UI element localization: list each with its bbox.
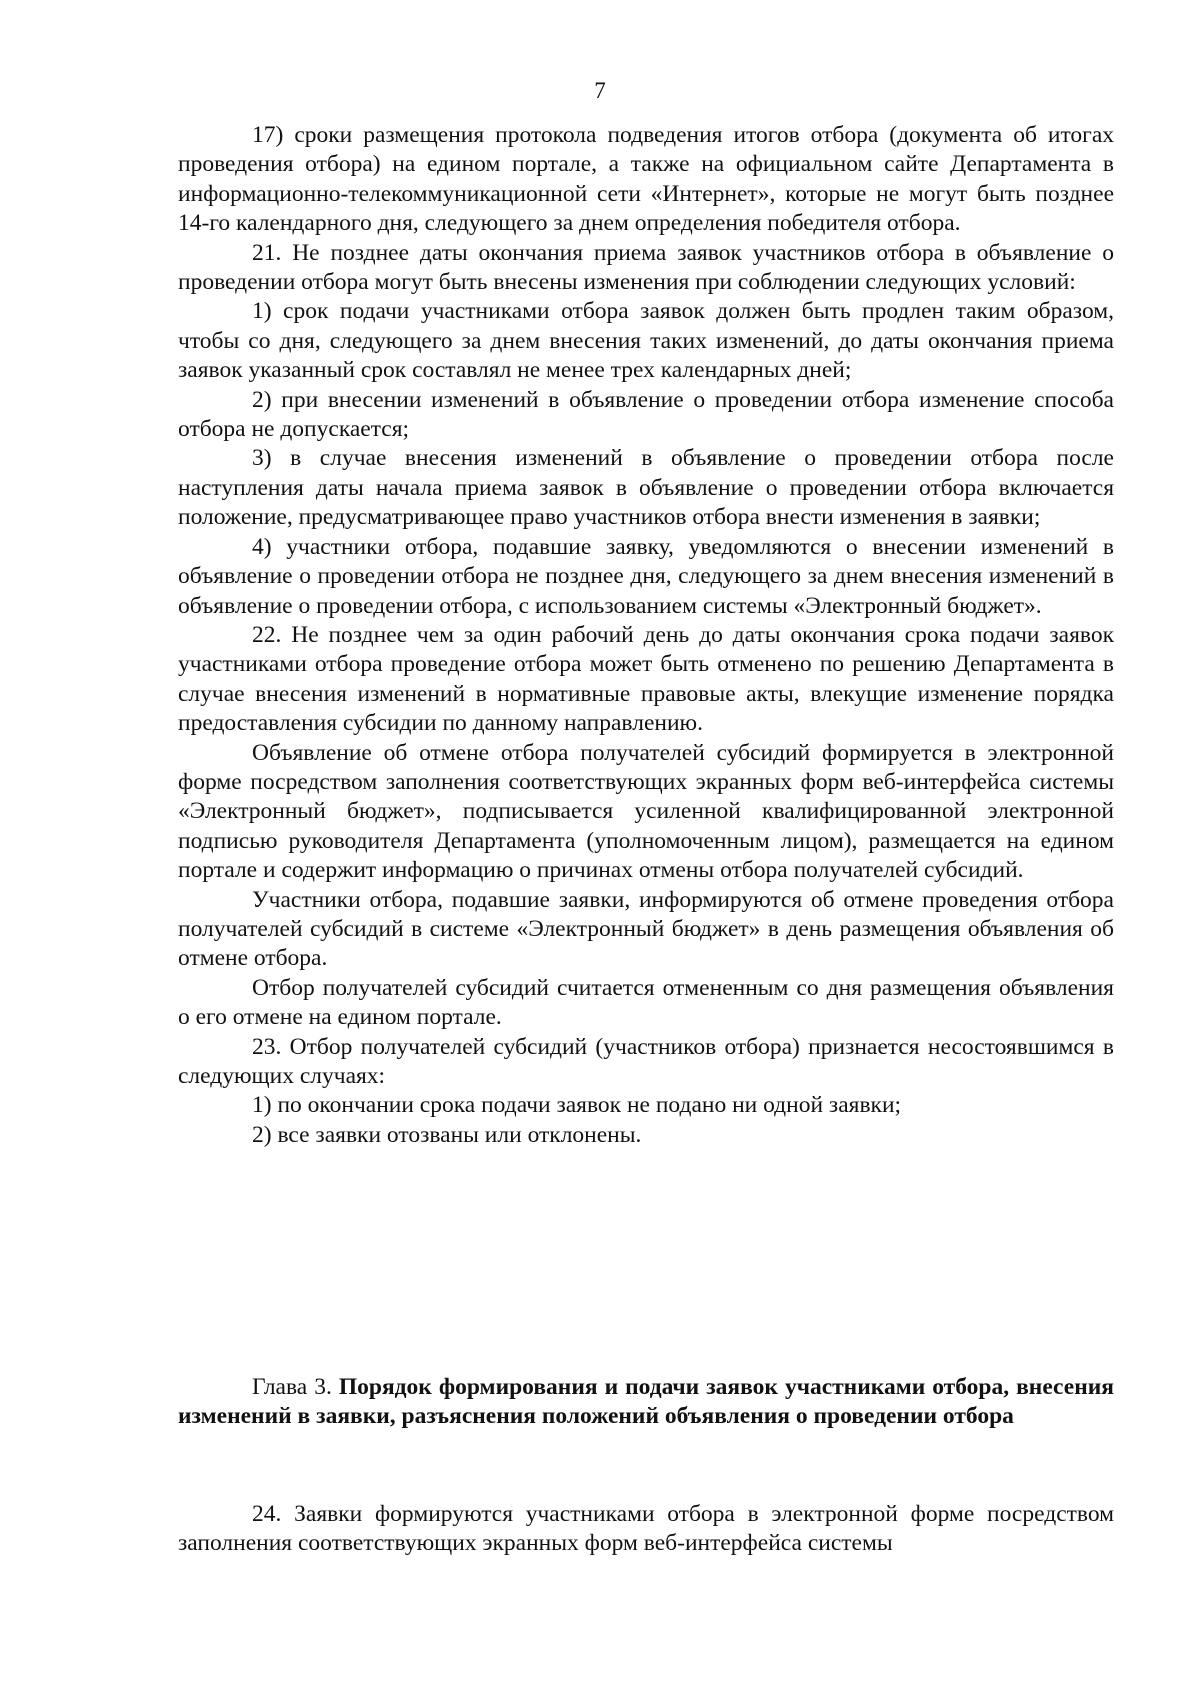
paragraph: 24. Заявки формируются участниками отбора в электронной форме посредством заполнения соответствующих экранных форм веб-интерфейса системы xyxy=(178,1501,1114,1557)
document-tail xyxy=(178,1500,1114,1559)
paragraph: Участники отбора, подавшие заявки, информируются об отмене проведения отбора получателей субсидий в системе «Электронный бюджет» в день размещения объявления об отмене отбора. xyxy=(178,886,1114,972)
paragraph: 1) по окончании срока подачи заявок не подано ни одной заявки; xyxy=(252,1092,902,1119)
chapter-title: Порядок формирования и подачи заявок участниками отбора, внесения изменений в заявки, разъяснения положений объявления о проведении отбора xyxy=(178,1374,1115,1430)
paragraph: 1) срок подачи участниками отбора заявок должен быть продлен таким образом, чтобы со дня, следующего за днем внесения таких изменений, до даты окончания приема заявок указанный срок составлял не менее трех календарных дней; xyxy=(178,298,1114,384)
paragraph: 21. Не позднее даты окончания приема заявок участников отбора в объявление о проведении отбора могут быть внесены изменения при соблюдении следующих условий: xyxy=(178,239,1114,296)
paragraph: 17) сроки размещения протокола подведения итогов отбора (документа об итогах проведения отбора) на едином портале, а также на официальном сайте Департамента в информационно-телекоммуникационной сети «Интернет», которые не могут быть позднее 14-го календарного дня, следующего за днем определения победителя отбора. xyxy=(178,122,1114,237)
chapter-heading xyxy=(178,1373,1114,1432)
paragraph: Объявление об отмене отбора получателей субсидий формируется в электронной форме посредством заполнения соответствующих экранных форм веб-интерфейса системы «Электронный бюджет», подписывается усиленной квалифицированной электронной подписью руководителя Департамента (уполномоченным лицом), размещается на едином портале и содержит информацию о причинах отмены отбора получателей субсидий. xyxy=(178,739,1114,884)
document-body xyxy=(178,121,1114,1150)
paragraph: 4) участники отбора, подавшие заявку, уведомляются о внесении изменений в объявление о проведении отбора не позднее дня, следующего за днем внесения изменений в объявление о проведении отбора, с использованием системы «Электронный бюджет». xyxy=(178,533,1114,619)
chapter-prefix: Глава 3. xyxy=(252,1374,332,1400)
paragraph: Отбор получателей субсидий считается отмененным со дня размещения объявления о его отмене на едином портале. xyxy=(178,974,1114,1031)
paragraph: 22. Не позднее чем за один рабочий день до даты окончания срока подачи заявок участниками отбора проведение отбора может быть отменено по решению Департамента в случае внесения изменений в нормативные правовые акты, влекущие изменение порядка предоставления субсидии по данному направлению. xyxy=(178,621,1114,737)
paragraph: 3) в случае внесения изменений в объявление о проведении отбора после наступления даты начала приема заявок в объявление о проведении отбора включается положение, предусматривающее право участников отбора внести изменения в заявки; xyxy=(178,445,1114,531)
page-number: 7 xyxy=(594,78,606,103)
paragraph: 23. Отбор получателей субсидий (участников отбора) признается несостоявшимся в следующих случаях: xyxy=(178,1033,1114,1089)
paragraph: 2) все заявки отозваны или отклонены. xyxy=(252,1121,642,1148)
paragraph: 2) при внесении изменений в объявление о проведении отбора изменение способа отбора не допускается; xyxy=(178,386,1114,443)
